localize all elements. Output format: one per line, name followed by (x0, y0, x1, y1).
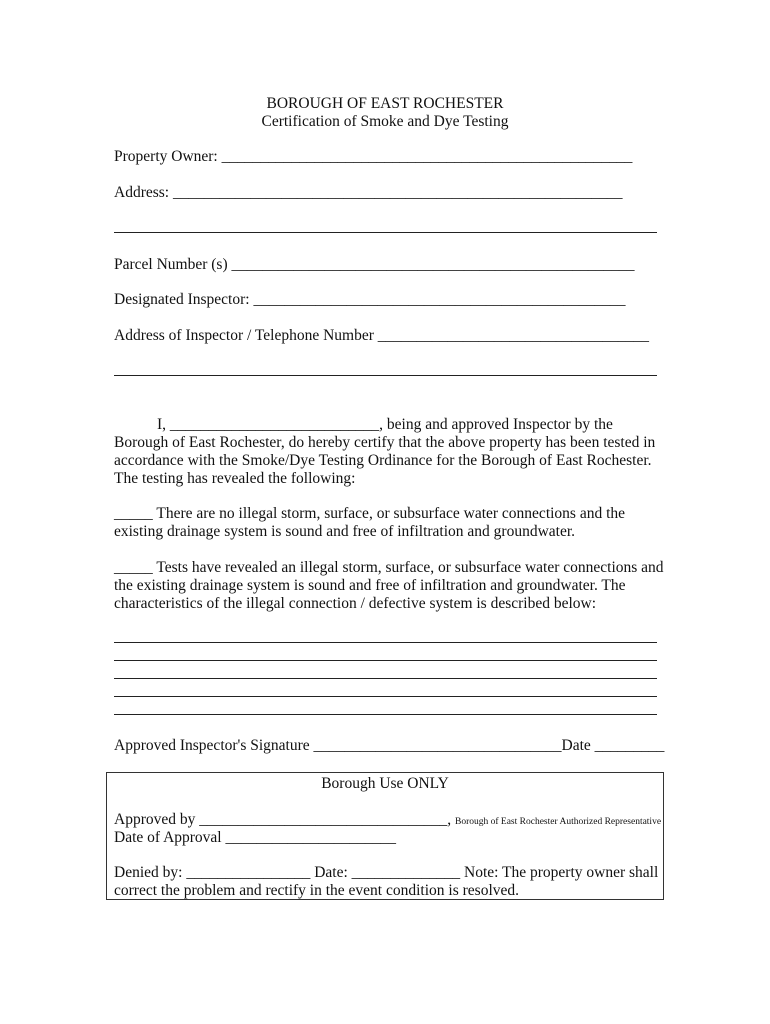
certification-line-4: The testing has revealed the following: (114, 470, 356, 487)
approved-by-field[interactable]: Approved by ________________________________, (114, 811, 452, 828)
designated-inspector-field[interactable]: Designated Inspector: ________________________________________________ (114, 291, 626, 308)
description-line[interactable] (114, 660, 657, 661)
illegal-connections-text-2: the existing drainage system is sound and free of infiltration and groundwater. The (114, 577, 626, 594)
denied-by-date-field[interactable]: Denied by: ________________ Date: ______________ Note: The property owner shall (114, 864, 659, 881)
illegal-connections-text-3: characteristics of the illegal connection / defective system is described below: (114, 595, 597, 612)
parcel-number-field[interactable]: Parcel Number (s) ____________________________________________________ (114, 256, 635, 273)
description-line[interactable] (114, 678, 657, 679)
certification-line-3: accordance with the Smoke/Dye Testing Ordinance for the Borough of East Rochester. (114, 452, 652, 469)
description-line[interactable] (114, 714, 657, 715)
certification-line-2: Borough of East Rochester, do hereby certify that the above property has been tested in (114, 434, 656, 451)
borough-use-only-box (106, 772, 664, 900)
form-title: Certification of Smoke and Dye Testing (261, 113, 509, 130)
address-continuation-line[interactable] (114, 232, 657, 233)
address-field[interactable]: Address: __________________________________________________________ (114, 184, 623, 201)
no-illegal-connections-option[interactable]: _____ There are no illegal storm, surface, or subsurface water connections and the (114, 505, 626, 522)
inspector-address-continuation-line[interactable] (114, 375, 657, 376)
description-line[interactable] (114, 696, 657, 697)
date-of-approval-field[interactable]: Date of Approval ______________________ (114, 829, 396, 846)
borough-use-only-title: Borough Use ONLY (321, 775, 449, 792)
property-owner-field[interactable]: Property Owner: _____________________________________________________ (114, 148, 633, 165)
authorized-representative-label: Borough of East Rochester Authorized Representative (455, 817, 662, 827)
inspector-signature-date-field[interactable]: Approved Inspector's Signature ________________________________Date _________ (114, 737, 665, 754)
certification-line-1[interactable]: I, ___________________________, being and approved Inspector by the (157, 416, 613, 433)
description-line[interactable] (114, 642, 657, 643)
borough-heading: BOROUGH OF EAST ROCHESTER (266, 95, 504, 112)
denied-note-text: correct the problem and rectify in the event condition is resolved. (114, 882, 520, 899)
inspector-address-telephone-field[interactable]: Address of Inspector / Telephone Number ___________________________________ (114, 327, 650, 344)
no-illegal-connections-text: existing drainage system is sound and free of infiltration and groundwater. (114, 523, 576, 540)
illegal-connections-option[interactable]: _____ Tests have revealed an illegal storm, surface, or subsurface water connections and (114, 559, 664, 576)
